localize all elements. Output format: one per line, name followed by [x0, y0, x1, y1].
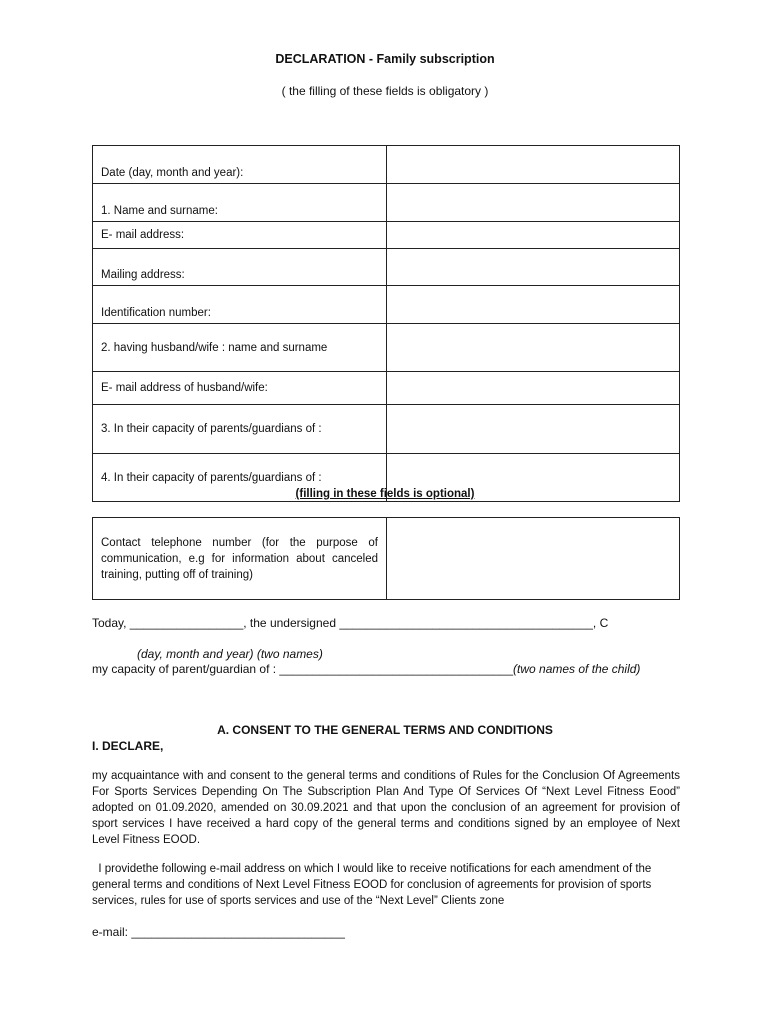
field-value-spouse-email[interactable] — [387, 372, 680, 405]
field-value-contact-telephone[interactable] — [387, 518, 680, 600]
optional-fields-table — [92, 517, 680, 600]
field-label-mailing-address: Mailing address: — [93, 249, 387, 286]
field-value-identification-number[interactable] — [387, 286, 680, 324]
document-subtitle: ( the filling of these fields is obligatory ) — [281, 84, 489, 98]
optional-fields-note: (filling in these fields is optional) — [295, 488, 475, 500]
email-line: e-mail: ________________________________ — [92, 925, 345, 939]
table-row — [93, 184, 680, 222]
table-row — [93, 405, 680, 454]
table-row — [93, 372, 680, 405]
field-label-name: 1. Name and surname: — [93, 184, 387, 222]
field-value-email[interactable] — [387, 222, 680, 249]
field-value-child-3[interactable] — [387, 405, 680, 454]
table-row — [93, 222, 680, 249]
email-notification-paragraph: I providethe following e-mail address on which I would like to receive notifications for each amendment of the general terms and conditions of Next Level Fitness EOOD for conclusion of agreements for provision of sports services, rules for use of sports services and use of the “Next Level” Clients zone — [92, 863, 655, 907]
field-label-spouse-email: E- mail address of husband/wife: — [93, 372, 387, 405]
field-value-mailing-address[interactable] — [387, 249, 680, 286]
capacity-line-text: my capacity of parent/guardian of : ___________________________________ — [92, 662, 514, 676]
table-row — [93, 518, 680, 600]
table-row — [93, 146, 680, 184]
field-label-email: E- mail address: — [93, 222, 387, 249]
field-label-identification-number: Identification number: — [93, 286, 387, 324]
field-label-date: Date (day, month and year): — [93, 146, 387, 184]
table-row — [93, 324, 680, 372]
document-title: DECLARATION - Family subscription — [275, 52, 495, 66]
child-names-hint: (two names of the child) — [513, 662, 641, 676]
field-value-date[interactable] — [387, 146, 680, 184]
field-value-spouse-name[interactable] — [387, 324, 680, 372]
field-label-child-3: 3. In their capacity of parents/guardians of : — [93, 405, 387, 454]
field-label-spouse-name: 2. having husband/wife : name and surname — [93, 324, 387, 372]
field-label-child-4: 4. In their capacity of parents/guardians of : — [93, 454, 387, 502]
obligatory-fields-table — [92, 145, 680, 502]
date-names-hint: (day, month and year) (two names) — [137, 647, 323, 661]
table-row — [93, 286, 680, 324]
table-row — [93, 249, 680, 286]
today-undersigned-line: Today, _________________, the undersigned ______________________________________, C — [92, 616, 609, 630]
field-label-contact-telephone: Contact telephone number (for the purpose of communication, e.g for information about canceled training, putting off of training) — [93, 518, 387, 600]
field-value-name[interactable] — [387, 184, 680, 222]
declare-heading: I. DECLARE, — [92, 739, 164, 753]
consent-paragraph: my acquaintance with and consent to the general terms and conditions of Rules for the Conclusion Of Agreements For Sports Services Depending On The Subscription Plan And Type Of Services Of “Next Level Fitness Eood” adopted on 01.09.2020, amended on 30.09.2021 and that upon the conclusion of an agreement for provision of sport services I have received a hard copy of the general terms and conditions signed by an employee of Next Level Fitness EOOD. — [92, 770, 680, 846]
capacity-line — [92, 662, 640, 676]
section-a-heading: A. CONSENT TO THE GENERAL TERMS AND CONDITIONS — [217, 723, 553, 737]
